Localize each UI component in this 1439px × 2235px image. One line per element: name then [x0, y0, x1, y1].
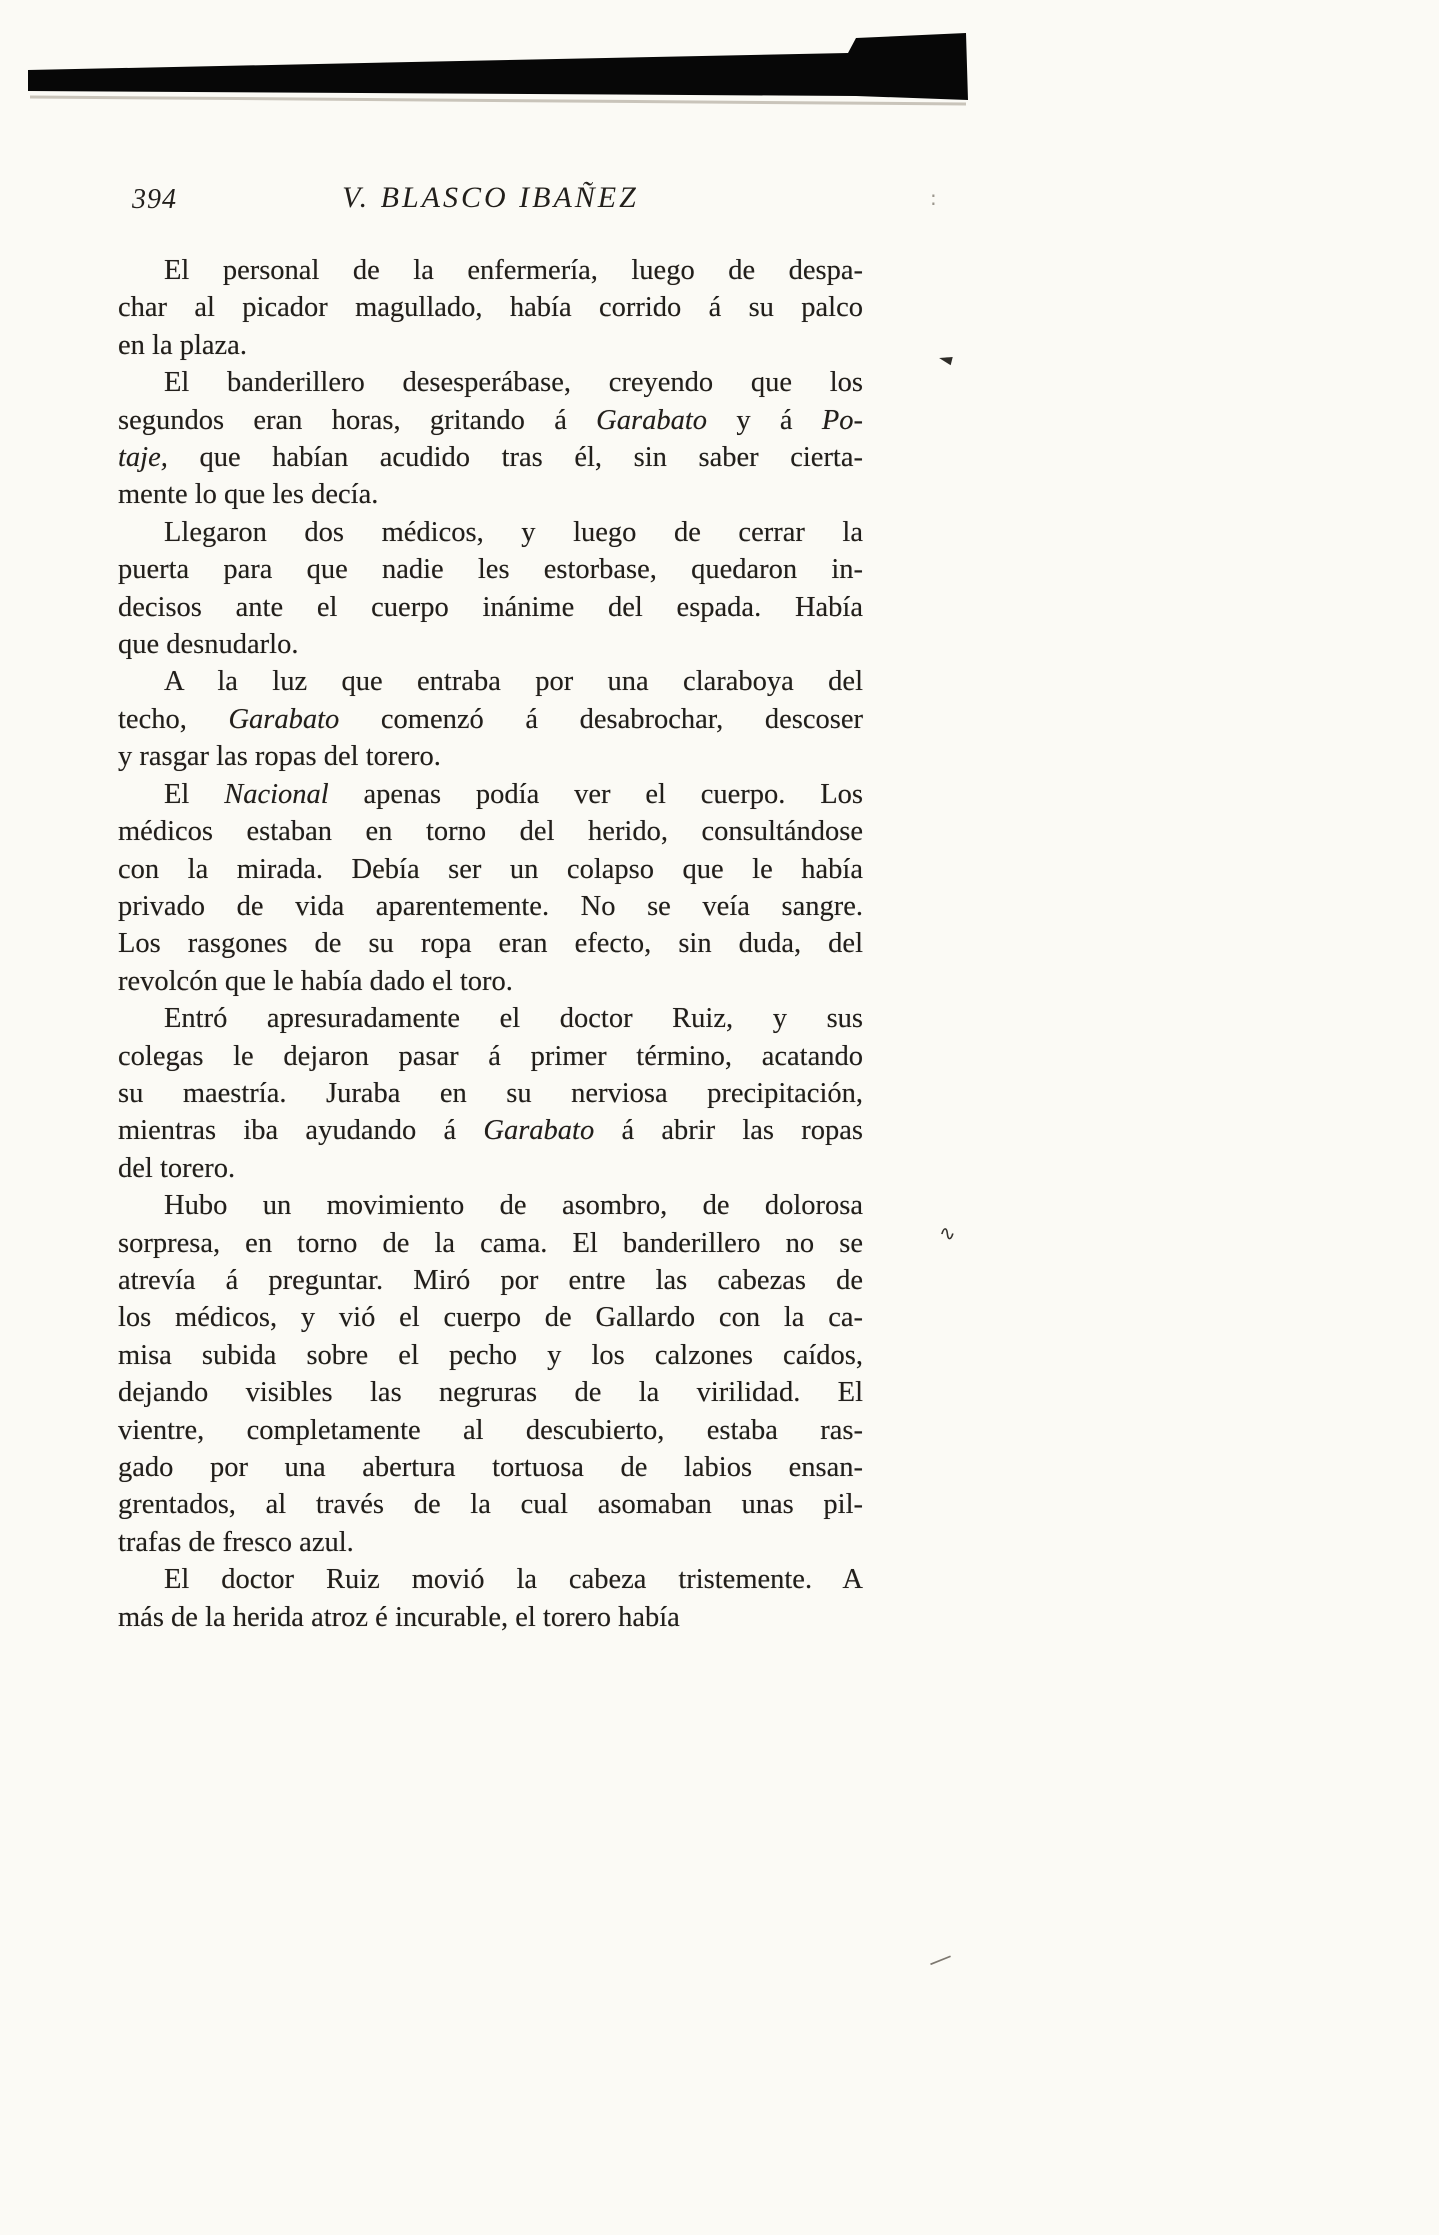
- text-segment: que habían acudido tras él, sin saber cierta-: [167, 442, 863, 474]
- text-segment: comenzó á desabrochar, descoser: [339, 703, 864, 735]
- text-segment: colegas le dejaron pasar á primer término, acatando: [118, 1040, 863, 1072]
- text-segment: char al picador magullado, había corrido á su palco: [118, 292, 863, 324]
- text-segment: más de la herida atroz é incurable, el torero había: [118, 1601, 680, 1633]
- text-segment: grentados, al través de la cual asomaban unas pil-: [118, 1489, 863, 1521]
- text-line: [118, 776, 863, 813]
- text-line: [118, 589, 863, 626]
- italic-text: Nacional: [224, 778, 329, 810]
- text-segment: Los rasgones de su ropa eran efecto, sin duda, del: [118, 928, 863, 960]
- paragraph: [118, 364, 863, 514]
- text-line: [118, 813, 863, 850]
- text-line: [118, 1599, 863, 1636]
- text-segment: médicos estaban en torno del herido, consultándose: [118, 816, 863, 848]
- text-line: [118, 738, 863, 775]
- italic-text: Garabato: [483, 1115, 595, 1147]
- text-line: [118, 1000, 863, 1037]
- text-segment: á abrir las ropas: [594, 1115, 863, 1147]
- text-segment: su maestría. Juraba en su nerviosa precipitación,: [118, 1077, 863, 1109]
- text-line: [118, 626, 863, 663]
- text-segment: mente lo que les decía.: [118, 479, 379, 511]
- text-line: [118, 1187, 863, 1224]
- text-segment: y rasgar las ropas del torero.: [118, 741, 441, 773]
- text-segment: mientras iba ayudando á: [118, 1115, 484, 1147]
- text-line: [118, 963, 863, 1000]
- italic-text: taje,: [118, 442, 168, 474]
- text-line: [118, 1374, 863, 1411]
- text-line: [118, 925, 863, 962]
- text-segment: apenas podía ver el cuerpo. Los: [328, 778, 864, 810]
- text-segment: trafas de fresco azul.: [118, 1526, 354, 1558]
- text-line: [118, 252, 863, 289]
- text-segment: techo,: [118, 703, 229, 735]
- text-line: [118, 327, 863, 364]
- paragraph: [118, 663, 863, 775]
- text-line: [118, 476, 863, 513]
- margin-pen-mark: ∿: [937, 1220, 957, 1246]
- text-segment: decisos ante el cuerpo inánime del espada. Había: [118, 591, 863, 623]
- text-block: [118, 252, 863, 1636]
- text-segment: dejando visibles las negruras de la virilidad. El: [118, 1377, 863, 1409]
- margin-pencil-dash: —: [923, 1941, 957, 1977]
- text-line: [118, 1337, 863, 1374]
- text-line: [118, 1524, 863, 1561]
- text-line: [118, 551, 863, 588]
- text-line: [118, 514, 863, 551]
- paragraph: [118, 514, 863, 664]
- text-line: [118, 364, 863, 401]
- text-segment: gado por una abertura tortuosa de labios ensan-: [118, 1452, 863, 1483]
- italic-text: Garabato: [596, 404, 708, 436]
- paragraph: [118, 252, 863, 364]
- text-line: [118, 1075, 863, 1112]
- text-segment: El: [164, 778, 225, 810]
- page-number: 394: [132, 184, 177, 215]
- text-segment: El doctor Ruiz movió la cabeza tristemente. A: [164, 1564, 863, 1596]
- text-segment: misa subida sobre el pecho y los calzones caídos,: [118, 1339, 863, 1371]
- text-line: [118, 1038, 863, 1075]
- text-segment: A la luz que entraba por una claraboya del: [164, 666, 863, 698]
- text-segment: sorpresa, en torno de la cama. El banderillero no se: [118, 1227, 863, 1259]
- text-segment: los médicos, y vió el cuerpo de Gallardo con la ca-: [118, 1302, 863, 1334]
- text-line: [118, 1561, 863, 1598]
- italic-text: Garabato: [228, 703, 340, 735]
- text-segment: vientre, completamente al descubierto, estaba ras-: [118, 1414, 863, 1446]
- text-segment: puerta para que nadie les estorbase, quedaron in-: [118, 554, 863, 586]
- text-segment: segundos eran horas, gritando á: [118, 404, 597, 436]
- text-line: [118, 1486, 863, 1523]
- text-line: [118, 701, 863, 738]
- page-header: [118, 181, 863, 223]
- scan-artifact-band: [0, 0, 1439, 150]
- text-segment: atrevía á preguntar. Miró por entre las cabezas de: [118, 1264, 863, 1296]
- text-line: [118, 1150, 863, 1187]
- text-line: [118, 1262, 863, 1299]
- text-segment: con la mirada. Debía ser un colapso que le había: [118, 853, 863, 885]
- margin-speck: :: [930, 186, 937, 210]
- italic-text: Po-: [821, 404, 864, 436]
- text-line: [118, 289, 863, 326]
- text-segment: revolcón que le había dado el toro.: [118, 965, 513, 997]
- text-segment: El banderillero desesperábase, creyendo que los: [164, 367, 863, 399]
- text-segment: privado de vida aparentemente. No se veía sangre.: [118, 890, 863, 922]
- text-segment: que desnudarlo.: [118, 629, 299, 661]
- text-segment: en la plaza.: [118, 329, 247, 361]
- text-line: [118, 1299, 863, 1336]
- paragraph: [118, 1561, 863, 1636]
- text-segment: El personal de la enfermería, luego de despa-: [164, 255, 863, 286]
- text-line: [118, 663, 863, 700]
- text-line: [118, 1412, 863, 1449]
- text-line: [118, 439, 863, 476]
- text-line: [118, 1112, 863, 1149]
- text-segment: Entró apresuradamente el doctor Ruiz, y sus: [164, 1003, 863, 1035]
- text-line: [118, 1225, 863, 1262]
- text-line: [118, 402, 863, 439]
- text-segment: y á: [707, 404, 822, 436]
- text-line: [118, 888, 863, 925]
- text-segment: Llegaron dos médicos, y luego de cerrar la: [164, 516, 863, 548]
- text-segment: del torero.: [118, 1152, 236, 1184]
- paragraph: [118, 1187, 863, 1561]
- paragraph: [118, 1000, 863, 1187]
- margin-pen-mark: ◄: [936, 347, 955, 371]
- text-line: [118, 851, 863, 888]
- text-segment: Hubo un movimiento de asombro, de dolorosa: [164, 1190, 863, 1222]
- paragraph: [118, 776, 863, 1000]
- running-title: V. BLASCO IBAÑEZ: [342, 181, 639, 214]
- text-line: [118, 1449, 863, 1486]
